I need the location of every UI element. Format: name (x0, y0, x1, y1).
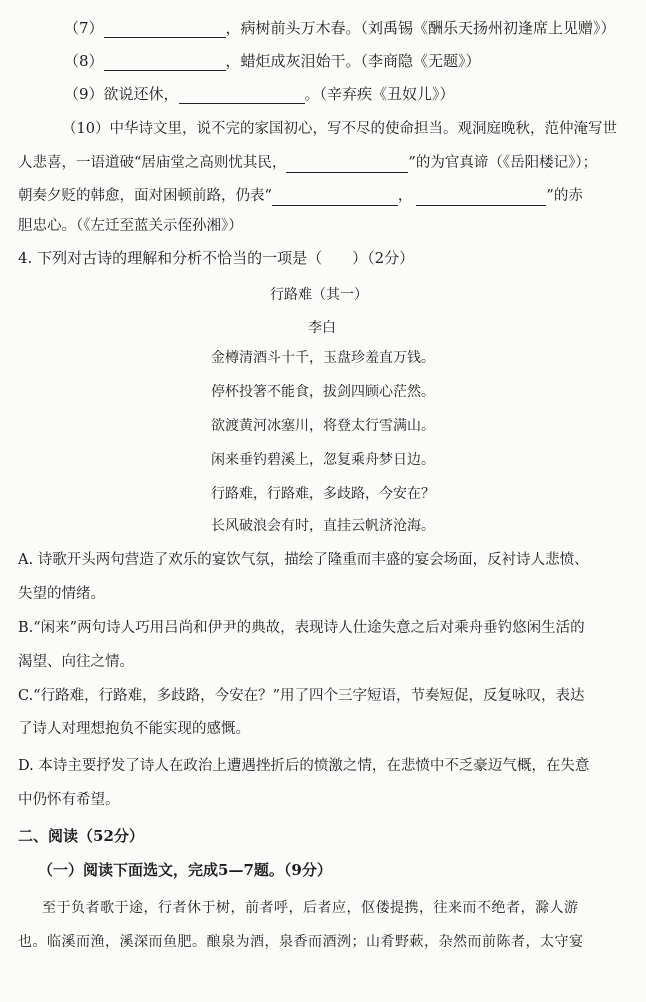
fill-item-10-line1: （10）中华诗文里，说不完的家国初心，写不尽的使命担当。观洞庭晚秋，范仲淹写世 (62, 121, 617, 137)
answer-blank[interactable] (416, 191, 546, 206)
fill-item-10-line4: 胆忠心。（《左迁至蓝关示侄孙湘》） (18, 218, 243, 234)
poem-line: 长风破浪会有时，直挂云帆济沧海。 (211, 518, 435, 534)
option-a-cont: 失望的情绪。 (18, 586, 105, 602)
subsection-heading: （一）阅读下面选文，完成5—7题。（9分） (38, 861, 332, 879)
item-text: ”的赤 (546, 188, 583, 204)
item-text: （9）欲说还休， (64, 85, 179, 103)
option-a[interactable]: A. 诗歌开头两句营造了欢乐的宴饮气氛，描绘了隆重而丰盛的宴会场面，反衬诗人悲愤、 (18, 552, 589, 568)
answer-blank[interactable] (104, 23, 226, 38)
option-b-cont: 渴望、向往之情。 (18, 654, 134, 670)
answer-blank[interactable] (179, 89, 305, 104)
poem-line: 闲来垂钓碧溪上，忽复乘舟梦日边。 (211, 452, 435, 468)
option-c[interactable]: C.“行路难，行路难，多歧路，今安在？”用了四个三字短语，节奏短促，反复咏叹，表达 (18, 688, 585, 704)
fill-item-8 (64, 51, 481, 71)
item-text: ，蜡炬成灰泪始干。（李商隐《无题》） (225, 52, 481, 70)
fill-item-9 (64, 84, 455, 104)
option-d-cont: 中仍怀有希望。 (18, 792, 120, 808)
item-text: 人悲喜，一语道破“居庙堂之高则忧其民， (18, 155, 287, 171)
poem-author: 李白 (308, 320, 336, 336)
option-b[interactable]: B.“闲来”两句诗人巧用吕尚和伊尹的典故，表现诗人仕途失意之后对乘舟垂钓悠闲生活的 (18, 620, 585, 636)
answer-blank[interactable] (286, 158, 408, 173)
poem-line: 停杯投箸不能食，拔剑四顾心茫然。 (211, 384, 435, 400)
item-text: ”的为官真谛（《岳阳楼记》）； (408, 155, 598, 171)
item-text: 朝奏夕贬的韩愈，面对困顿前路，仍表“ (18, 188, 272, 204)
passage-line: 也。临溪而渔，溪深而鱼肥。酿泉为酒，泉香而酒洌；山肴野蔌，杂然而前陈者，太守宴 (18, 934, 584, 950)
poem-line: 行路难，行路难，多歧路，今安在？ (211, 486, 435, 502)
item-text: ，病树前头万木春。（刘禹锡《酬乐天扬州初逢席上见赠》） (225, 19, 616, 37)
poem-line: 金樽清酒斗十千，玉盘珍羞直万钱。 (211, 350, 435, 366)
item-number: （8） (64, 52, 104, 70)
fill-item-7 (64, 18, 616, 38)
fill-item-10-line3 (18, 186, 583, 206)
item-text: ， (397, 188, 413, 204)
answer-blank[interactable] (272, 191, 398, 206)
passage-line: 至于负者歌于途，行者休于树，前者呼，后者应，伛偻提携，往来而不绝者，滁人游 (42, 900, 579, 916)
option-c-cont: 了诗人对理想抱负不能实现的感慨。 (18, 721, 250, 737)
answer-blank[interactable] (104, 56, 226, 71)
item-text: 。（辛弃疾《丑奴儿》） (304, 85, 455, 103)
option-d[interactable]: D. 本诗主要抒发了诗人在政治上遭遇挫折后的愤激之情，在悲愤中不乏豪迈气概，在失意 (18, 758, 590, 774)
poem-title: 行路难（其一） (270, 287, 368, 303)
question-4-stem: 4. 下列对古诗的理解和分析不恰当的一项是（ ）（2分） (18, 249, 415, 267)
section-heading: 二、阅读（52分） (18, 827, 144, 845)
poem-line: 欲渡黄河冰塞川，将登太行雪满山。 (211, 418, 435, 434)
item-number: （7） (64, 19, 104, 37)
fill-item-10-line2 (18, 153, 597, 173)
